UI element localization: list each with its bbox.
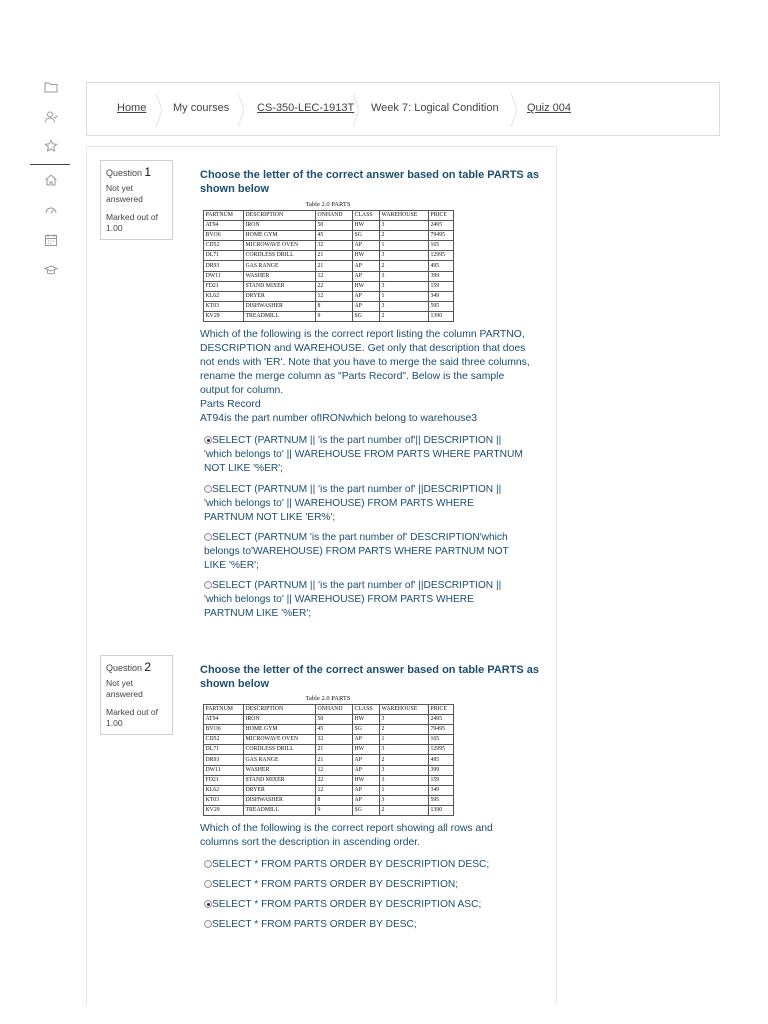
table-cell: 8 — [316, 301, 353, 311]
option-label: SELECT (PARTNUM || 'is the part number of'|| DESCRIPTION || 'which belongs to' || WAREHOUSE FROM PARTS WHERE PARTNUM NOT LIKE '%ER'; — [204, 435, 523, 474]
question-label: Question — [106, 168, 143, 178]
table-cell: AP — [353, 291, 380, 301]
table-caption: Table 2.0 PARTS — [305, 695, 351, 702]
table-cell: 3 — [380, 765, 429, 775]
table-cell: 595 — [429, 301, 454, 311]
table-cell: STAND MIXER — [244, 775, 316, 785]
table-cell: AP — [353, 785, 380, 795]
table-row — [204, 735, 454, 745]
star-icon[interactable] — [44, 139, 58, 153]
table-cell: 32 — [316, 241, 353, 251]
table-cell: DR93 — [204, 261, 244, 271]
table-cell: 45 — [316, 725, 353, 735]
table-row — [204, 745, 454, 755]
option-label: SELECT * FROM PARTS ORDER BY DESC; — [212, 919, 417, 930]
table-cell: GAS RANGE — [244, 261, 316, 271]
radio-button[interactable] — [204, 920, 212, 928]
option-label: SELECT (PARTNUM || 'is the part number of' ||DESCRIPTION || 'which belongs to' || WAREHOUSE) FROM PARTS WHERE PARTNUM LIKE '%ER'; — [204, 580, 502, 619]
table-row — [204, 221, 454, 231]
table-cell: FD21 — [204, 281, 244, 291]
table-cell: DESCRIPTION — [244, 211, 316, 221]
table-cell: MICROWAVE OVEN — [244, 241, 316, 251]
table-row — [204, 795, 454, 805]
table-row — [204, 251, 454, 261]
table-cell: 12 — [316, 765, 353, 775]
table-row — [204, 301, 454, 311]
option-label: SELECT (PARTNUM || 'is the part number of' ||DESCRIPTION || 'which belongs to' || WAREHOUSE) FROM PARTS WHERE PARTNUM NOT LIKE 'ER%'; — [204, 484, 502, 523]
table-cell: 1 — [380, 785, 429, 795]
table-cell: AP — [353, 795, 380, 805]
table-cell: HOME GYM — [244, 725, 316, 735]
table-cell: PRICE — [429, 705, 454, 715]
table-cell: 1390 — [429, 311, 454, 321]
table-cell: 3 — [380, 715, 429, 725]
table-cell: IRON — [244, 715, 316, 725]
table-cell: DW11 — [204, 765, 244, 775]
table-cell: SG — [353, 725, 380, 735]
table-cell: KV29 — [204, 805, 244, 815]
table-cell: AT94 — [204, 221, 244, 231]
table-cell: 495 — [429, 261, 454, 271]
breadcrumb-separator — [156, 93, 162, 127]
table-cell: HW — [353, 775, 380, 785]
table-cell: AP — [353, 261, 380, 271]
table-row — [204, 241, 454, 251]
table-cell: 2 — [380, 805, 429, 815]
table-cell: WASHER — [244, 271, 316, 281]
breadcrumb-separator — [238, 93, 244, 127]
table-cell: DESCRIPTION — [244, 705, 316, 715]
table-cell: 79495 — [429, 231, 454, 241]
question-text-line: Parts Record — [200, 399, 261, 410]
table-row — [204, 261, 454, 271]
table-cell: ONHAND — [316, 211, 353, 221]
table-row — [204, 271, 454, 281]
table-cell: 3 — [380, 271, 429, 281]
table-cell: STAND MIXER — [244, 281, 316, 291]
question-text-1 — [200, 328, 530, 426]
radio-button[interactable] — [204, 900, 212, 908]
table-cell: FD21 — [204, 775, 244, 785]
table-cell: CLASS — [353, 211, 380, 221]
table-row — [204, 805, 454, 815]
calendar-icon[interactable] — [44, 233, 58, 247]
table-cell: 2 — [380, 725, 429, 735]
question-grade: Marked out of 1.00 — [106, 211, 158, 233]
table-cell: 165 — [429, 241, 454, 251]
users-icon[interactable] — [44, 110, 58, 124]
table-cell: 159 — [429, 281, 454, 291]
radio-button[interactable] — [204, 485, 212, 493]
table-cell: DISHWASHER — [244, 795, 316, 805]
table-cell: WAREHOUSE — [380, 705, 429, 715]
rail-divider — [30, 164, 70, 165]
graduation-cap-icon[interactable] — [44, 263, 58, 277]
table-cell: 22 — [316, 775, 353, 785]
table-cell: HW — [353, 281, 380, 291]
table-cell: PARTNUM — [204, 705, 244, 715]
table-cell: 1 — [380, 735, 429, 745]
table-cell: AP — [353, 271, 380, 281]
table-cell: 595 — [429, 795, 454, 805]
answer-option-1b[interactable] — [204, 483, 524, 525]
answer-option-2c[interactable] — [204, 898, 524, 912]
table-cell: 22 — [316, 281, 353, 291]
table-cell: TREADMILL — [244, 311, 316, 321]
table-cell: 2 — [380, 311, 429, 321]
question-grade: Marked out of 1.00 — [106, 706, 158, 728]
radio-button[interactable] — [204, 581, 212, 589]
table-cell: 12995 — [429, 745, 454, 755]
breadcrumb-my-courses[interactable]: My courses — [173, 102, 230, 114]
table-row — [204, 231, 454, 241]
table-cell: AT94 — [204, 715, 244, 725]
table-cell: SG — [353, 311, 380, 321]
parts-table — [203, 704, 454, 816]
table-cell: DISHWASHER — [244, 301, 316, 311]
table-cell: 21 — [316, 755, 353, 765]
folder-icon[interactable] — [44, 80, 58, 94]
breadcrumb-week[interactable]: Week 7: Logical Condition — [371, 102, 499, 114]
table-header-row — [204, 705, 454, 715]
table-cell: IRON — [244, 221, 316, 231]
table-cell: 2 — [380, 231, 429, 241]
question-number: 1 — [144, 165, 152, 179]
table-cell: SG — [353, 231, 380, 241]
answer-option-1a[interactable] — [204, 434, 524, 476]
question-text-2: Which of the following is the correct report showing all rows and columns sort the description in ascending order. — [200, 823, 493, 848]
table-cell: GAS RANGE — [244, 755, 316, 765]
option-label: SELECT * FROM PARTS ORDER BY DESCRIPTION DESC; — [212, 859, 490, 870]
table-cell: KL62 — [204, 785, 244, 795]
option-label: SELECT * FROM PARTS ORDER BY DESCRIPTION; — [212, 879, 459, 890]
table-cell: CORDLESS DRILL — [244, 745, 316, 755]
table-cell: 3 — [380, 795, 429, 805]
table-cell: 159 — [429, 775, 454, 785]
table-cell: 79495 — [429, 725, 454, 735]
table-cell: 32 — [316, 735, 353, 745]
table-cell: 21 — [316, 261, 353, 271]
table-cell: ONHAND — [316, 705, 353, 715]
table-cell: 1 — [380, 241, 429, 251]
table-cell: DL71 — [204, 251, 244, 261]
table-cell: 3 — [380, 221, 429, 231]
answer-option-1d[interactable] — [204, 579, 524, 621]
table-cell: CLASS — [353, 705, 380, 715]
table-cell: 399 — [429, 765, 454, 775]
question-text-paragraph: Which of the following is the correct report listing the column PARTNO, DESCRIPTION and WAREHOUSE. Get only that description that does not ends with 'ER'. Note that you have to merge the said three columns, rename the merge column as "Parts Record". Below is the sample output for column. — [200, 329, 530, 396]
breadcrumb — [86, 82, 720, 136]
table-cell: 9 — [316, 311, 353, 321]
table-cell: BVO6 — [204, 725, 244, 735]
breadcrumb-quiz[interactable]: Quiz 004 — [527, 102, 572, 114]
table-cell: 9 — [316, 805, 353, 815]
table-cell: 1390 — [429, 805, 454, 815]
table-cell: 2 — [380, 755, 429, 765]
table-cell: 12 — [316, 291, 353, 301]
table-cell: 3 — [380, 745, 429, 755]
question-label: Question — [106, 663, 143, 673]
table-cell: AP — [353, 765, 380, 775]
table-cell: AP — [353, 301, 380, 311]
table-cell: CD52 — [204, 241, 244, 251]
question-state: Not yet answered — [106, 182, 143, 204]
table-row — [204, 281, 454, 291]
option-label: SELECT (PARTNUM 'is the part number of' DESCRIPTION'which belongs to'WAREHOUSE) FROM PARTS WHERE PARTNUM NOT LIKE '%ER'; — [204, 532, 509, 571]
dashboard-icon[interactable] — [44, 203, 58, 217]
table-cell: WAREHOUSE — [380, 211, 429, 221]
table-row — [204, 755, 454, 765]
table-cell: 8 — [316, 795, 353, 805]
table-cell: PARTNUM — [204, 211, 244, 221]
answer-option-1c[interactable] — [204, 531, 524, 573]
table-cell: 165 — [429, 735, 454, 745]
table-row — [204, 311, 454, 321]
table-cell: 3 — [380, 251, 429, 261]
table-caption: Table 2.0 PARTS — [305, 201, 351, 208]
question-number: 2 — [144, 660, 152, 674]
table-header-row — [204, 211, 454, 221]
question-info-2 — [100, 655, 173, 735]
table-cell: 12995 — [429, 251, 454, 261]
table-cell: WASHER — [244, 765, 316, 775]
radio-button[interactable] — [204, 533, 212, 541]
table-cell: HW — [353, 221, 380, 231]
table-cell: HW — [353, 251, 380, 261]
table-cell: 495 — [429, 755, 454, 765]
home-icon[interactable] — [44, 173, 58, 187]
table-cell: AP — [353, 735, 380, 745]
table-cell: 1 — [380, 291, 429, 301]
table-cell: SG — [353, 805, 380, 815]
table-cell: 21 — [316, 745, 353, 755]
question-title-2: Choose the letter of the correct answer based on table PARTS as shown below — [200, 664, 540, 690]
question-text-line: AT94is the part number ofIRONwhich belong to warehouse3 — [200, 413, 478, 424]
table-cell: 2495 — [429, 715, 454, 725]
table-row — [204, 775, 454, 785]
table-cell: 50 — [316, 221, 353, 231]
table-cell: 349 — [429, 785, 454, 795]
table-cell: DRYER — [244, 291, 316, 301]
table-cell: DW11 — [204, 271, 244, 281]
table-cell: HW — [353, 715, 380, 725]
table-cell: CORDLESS DRILL — [244, 251, 316, 261]
table-cell: 2495 — [429, 221, 454, 231]
table-cell: DL71 — [204, 745, 244, 755]
breadcrumb-separator — [511, 93, 517, 127]
answer-option-2a[interactable] — [204, 858, 524, 872]
table-cell: CD52 — [204, 735, 244, 745]
table-row — [204, 725, 454, 735]
radio-button[interactable] — [204, 436, 212, 444]
question-info-1 — [100, 160, 173, 240]
table-row — [204, 785, 454, 795]
table-cell: 399 — [429, 271, 454, 281]
table-row — [204, 765, 454, 775]
table-row — [204, 715, 454, 725]
table-cell: HOME GYM — [244, 231, 316, 241]
table-cell: 12 — [316, 271, 353, 281]
table-cell: 50 — [316, 715, 353, 725]
question-state: Not yet answered — [106, 677, 143, 699]
radio-button[interactable] — [204, 860, 212, 868]
table-cell: DR93 — [204, 755, 244, 765]
table-cell: PRICE — [429, 211, 454, 221]
breadcrumb-course[interactable]: CS-350-LEC-1913T — [257, 102, 355, 114]
answer-option-2b[interactable] — [204, 878, 524, 892]
table-cell: 2 — [380, 261, 429, 271]
parts-table — [203, 210, 454, 322]
table-cell: 349 — [429, 291, 454, 301]
table-cell: TREADMILL — [244, 805, 316, 815]
table-cell: KV29 — [204, 311, 244, 321]
table-cell: AP — [353, 241, 380, 251]
table-cell: KT03 — [204, 795, 244, 805]
table-cell: BVO6 — [204, 231, 244, 241]
table-cell: KL62 — [204, 291, 244, 301]
question-title-1: Choose the letter of the correct answer based on table PARTS as shown below — [200, 169, 540, 195]
table-cell: 3 — [380, 281, 429, 291]
table-cell: HW — [353, 745, 380, 755]
breadcrumb-separator — [353, 93, 359, 127]
option-label: SELECT * FROM PARTS ORDER BY DESCRIPTION ASC; — [212, 899, 482, 910]
radio-button[interactable] — [204, 880, 212, 888]
table-cell: 45 — [316, 231, 353, 241]
table-cell: KT03 — [204, 301, 244, 311]
answer-option-2d[interactable] — [204, 918, 524, 932]
breadcrumb-home[interactable]: Home — [117, 102, 147, 114]
table-cell: MICROWAVE OVEN — [244, 735, 316, 745]
table-cell: 21 — [316, 251, 353, 261]
table-cell: DRYER — [244, 785, 316, 795]
table-cell: 12 — [316, 785, 353, 795]
table-cell: 3 — [380, 301, 429, 311]
table-cell: 3 — [380, 775, 429, 785]
table-cell: AP — [353, 755, 380, 765]
table-row — [204, 291, 454, 301]
